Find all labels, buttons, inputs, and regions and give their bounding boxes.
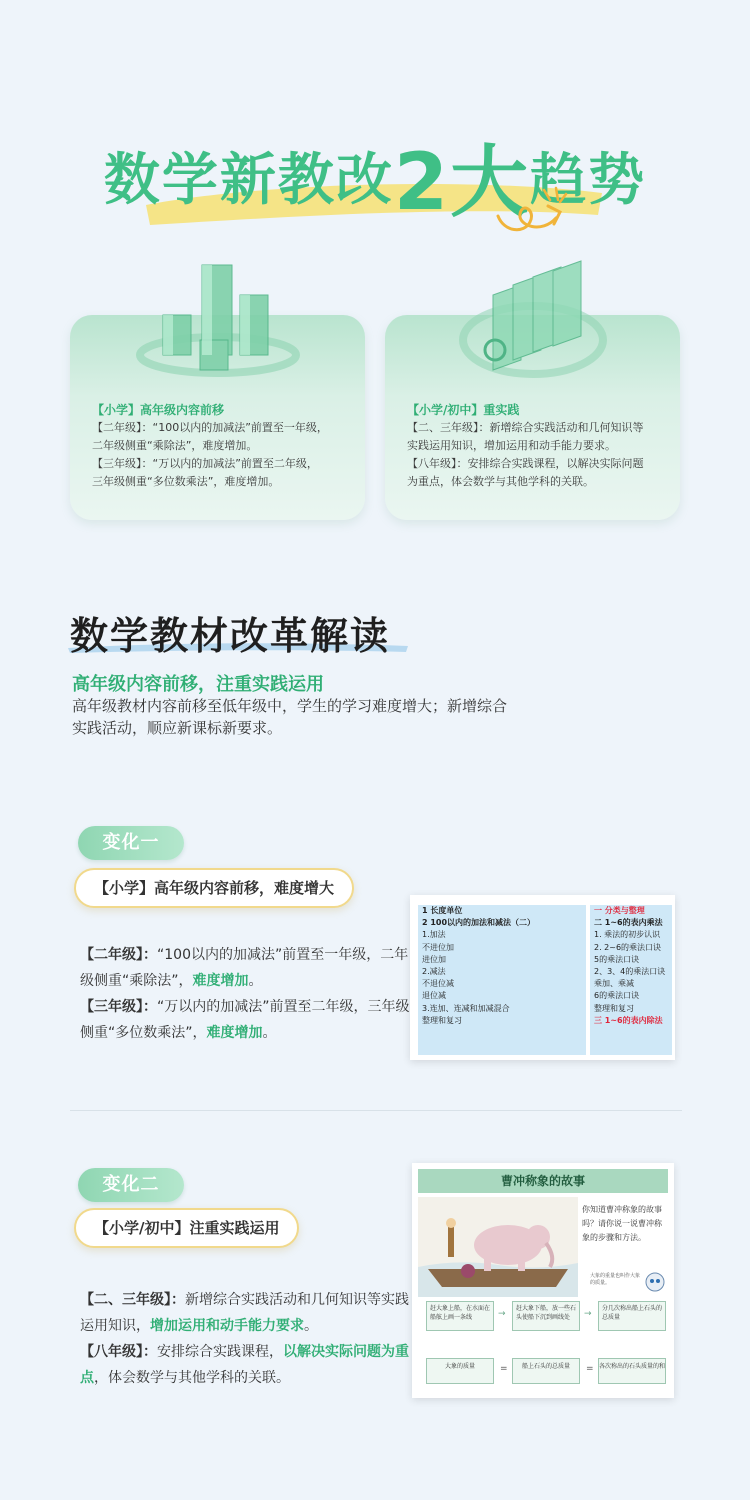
section-subtitle: 高年级内容前移，注重实践运用 bbox=[72, 674, 324, 695]
change-2-paragraph-1: 【二、三年级】：新增综合实践活动和几何知识等实践运用知识，增加运用和动手能力要求。 bbox=[80, 1292, 409, 1334]
contents-line: 3.连加、连减和加减混合 bbox=[422, 1003, 510, 1013]
card-line: 【三年级】：“万以内的加减法”前置至二年级， bbox=[92, 457, 318, 470]
change-1-pill: 变化一 bbox=[78, 826, 184, 860]
change-2-tag: 【小学/初中】注重实践运用 bbox=[74, 1208, 299, 1248]
contents-left-column bbox=[418, 905, 586, 1055]
step-1-box: 赶大象上船，在水面在船舷上画一条线 bbox=[426, 1301, 494, 1331]
equation-term-2: 船上石头的总质量 bbox=[512, 1358, 580, 1384]
elephant-boat-illustration bbox=[418, 1197, 578, 1297]
contents-line: 1. 乘法的初步认识 bbox=[594, 930, 661, 940]
card-line: 【二、三年级】：新增综合实践活动和几何知识等 bbox=[407, 421, 644, 434]
card-text bbox=[92, 401, 347, 491]
contents-line: 1.加法 bbox=[422, 930, 446, 940]
arrow-right-icon: → bbox=[498, 1309, 506, 1319]
contents-line: 6的乘法口诀 bbox=[594, 991, 640, 1001]
equals-sign: = bbox=[586, 1364, 594, 1374]
section-description: 高年级教材内容前移至低年级中，学生的学习难度增大；新增综合实践活动，顺应新课标新要求。 bbox=[72, 697, 508, 737]
contents-line: 整理和复习 bbox=[422, 1015, 462, 1025]
change-2-pill: 变化二 bbox=[78, 1168, 184, 1202]
step-2-box: 赶大象下船，放一些石头使船下沉到画线处 bbox=[512, 1301, 580, 1331]
card-line: 【二年级】：“100以内的加减法”前置至一年级， bbox=[92, 421, 328, 434]
card-line: 二年级侧重“乘除法”，难度增加。 bbox=[92, 439, 258, 452]
contents-line: 整理和复习 bbox=[594, 1003, 634, 1013]
contents-line: 2. 2~6的乘法口诀 bbox=[594, 942, 662, 952]
contents-line: 一 分类与整理 bbox=[594, 906, 645, 915]
contents-right-column bbox=[590, 905, 672, 1055]
contents-line: 三 1~6的表内除法 bbox=[594, 1015, 663, 1025]
equation-term-3: 各次称出的石头质量的和 bbox=[598, 1358, 666, 1384]
section-title: 数学教材改革解读 bbox=[70, 614, 391, 658]
equals-sign: = bbox=[500, 1364, 508, 1374]
equation-term-1: 大象的质量 bbox=[426, 1358, 494, 1384]
hero-title: 数学新教改2大趋势 bbox=[103, 138, 647, 228]
card-text bbox=[407, 401, 662, 491]
arrow-right-icon: → bbox=[584, 1309, 592, 1319]
bar-blocks-icon bbox=[128, 255, 308, 385]
contents-line: 乘加、乘减 bbox=[594, 979, 634, 989]
change-1-body bbox=[80, 942, 410, 1046]
card-line: 【八年级】：安排综合实践课程，以解决实际问题 bbox=[407, 457, 644, 470]
robot-icon bbox=[644, 1271, 666, 1293]
change-1-tag: 【小学】高年级内容前移，难度增大 bbox=[74, 868, 354, 908]
change-2-body bbox=[80, 1287, 410, 1391]
step-3-box: 分几次称出船上石头的总质量 bbox=[598, 1301, 666, 1331]
textbook-contents-image bbox=[410, 895, 675, 1060]
squiggle-arrow-icon bbox=[490, 182, 570, 242]
contents-line: 2 100以内的加法和减法（二） bbox=[422, 918, 536, 928]
trend-card-high-grade bbox=[70, 315, 365, 520]
story-question: 你知道曹冲称象的故事吗？请你说一说曹冲称象的步骤和方法。 bbox=[582, 1205, 662, 1242]
contents-line: 进位加 bbox=[422, 954, 446, 964]
card-line: 实践运用知识，增加运用和动手能力要求。 bbox=[407, 439, 616, 452]
story-title: 曹冲称象的故事 bbox=[418, 1169, 668, 1193]
change-1-paragraph-1: 【二年级】：“100以内的加减法”前置至一年级，二年级侧重“乘除法”，难度增加。 bbox=[80, 947, 409, 989]
card-title: 【小学/初中】重实践 bbox=[407, 403, 520, 417]
cao-chong-story-image bbox=[412, 1163, 674, 1398]
change-1-paragraph-2: 【三年级】：“万以内的加减法”前置至二年级，三年级侧重“多位数乘法”，难度增加。 bbox=[80, 999, 410, 1041]
trend-card-practice bbox=[385, 315, 680, 520]
story-speech-bubble: 大象的重量也叫作大象的质量。 bbox=[590, 1273, 641, 1286]
contents-line: 1 长度单位 bbox=[422, 906, 463, 915]
contents-line: 2.减法 bbox=[422, 967, 446, 977]
change-2-paragraph-2: 【八年级】：安排综合实践课程，以解决实际问题为重点，体会数学与其他学科的关联。 bbox=[80, 1344, 409, 1386]
card-line: 三年级侧重“多位数乘法”，难度增加。 bbox=[92, 475, 280, 488]
contents-line: 2、3、4的乘法口诀 bbox=[594, 967, 666, 977]
hero-banner bbox=[0, 100, 750, 240]
contents-line: 不退位减 bbox=[422, 979, 454, 989]
card-line: 为重点，体会数学与其他学科的关联。 bbox=[407, 475, 594, 488]
section-divider bbox=[70, 1110, 682, 1111]
card-title: 【小学】高年级内容前移 bbox=[92, 403, 225, 417]
contents-line: 二 1~6的表内乘法 bbox=[594, 918, 663, 928]
contents-line: 5的乘法口诀 bbox=[594, 954, 640, 964]
contents-line: 退位减 bbox=[422, 991, 446, 1001]
contents-line: 不进位加 bbox=[422, 942, 454, 952]
stacked-panels-icon bbox=[443, 255, 623, 385]
